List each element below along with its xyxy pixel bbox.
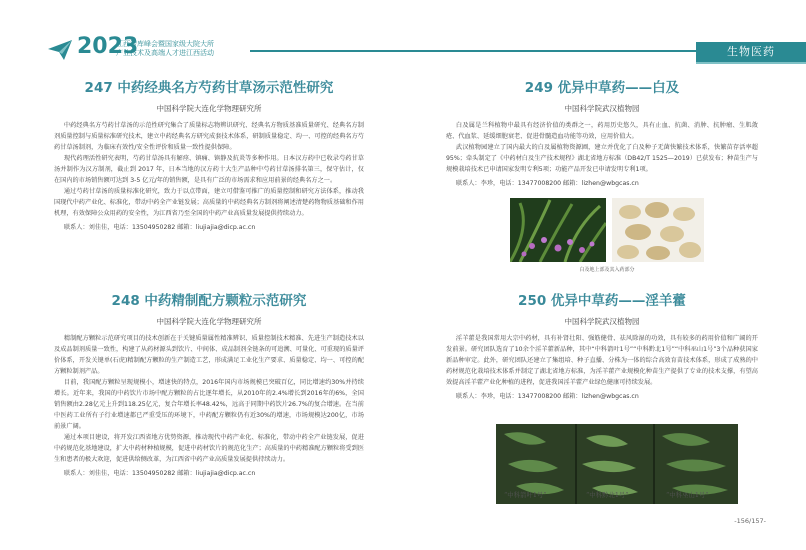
article-org: 中国科学院大连化学物理研究所 <box>156 317 262 326</box>
article-contact: 联系人：李珍，电话：13477008200 邮箱：lizhen@wbgcas.cn <box>455 180 639 187</box>
baiji-photo-caption: 白及地上部及其入药部分 <box>579 267 635 273</box>
article-org: 中国科学院武汉植物园 <box>564 317 640 326</box>
article-250 <box>446 289 758 402</box>
section-tag-underline <box>696 62 806 64</box>
article-contact: 联系人：刘佳佳，电话：13504950282 邮箱：liujiajia@dicp.ac.cn <box>63 224 256 231</box>
baiji-root-photo <box>612 198 704 262</box>
baiji-plant-illustration <box>510 198 606 262</box>
article-org: 中国科学院大连化学物理研究所 <box>156 104 262 113</box>
page-header <box>0 0 806 72</box>
article-contact: 联系人：李珍，电话：13477008200 邮箱：lizhen@wbgcas.cn <box>455 393 639 400</box>
article-body: 白及属是兰科植物中最具有经济价值的类群之一，药用历史悠久，具有止血、抗菌、消肿、抗肿瘤、生肌敛疮、代血浆、延缓细胞衰老、促进骨髓造血功能等功效，应用价值大。 武汉植物园建立了国内最大的白及属植物资源圃，建立并优化了白及种子无菌快繁技术体系，快繁苗存活率超95%；牵头制定了《中药材白及生产技术规程》湖北省地方标准（DB42/T 1525—2019）已获发布；种苗生产与规模栽培技术已申请国家发明专利5项；功能产品开发已申请发明专利1项。 <box>446 122 758 173</box>
header-divider <box>250 50 696 52</box>
conference-name: 江西智库峰会暨国家级大院大所 产业技术及高端人才进江西活动 <box>116 40 214 57</box>
article-body: 中药经典名方芍药甘草汤的示范性研究集合了质量标志物辨识研究、经典名方物质基准质量研究、经典名方制剂质量控制与质量标准研究技术，建立中药经典名方研究成套技术体系，研制质量稳定、均一、可控的经典名方芍药甘草汤制剂，为临床有效性/安全性评价和质量一致性提供保障。 现代药理活性研究表明，芍药甘草汤具有解痉、镇痛、镇静及抗炎等多种作用。日本汉方药中已收录芍药甘草汤并制作为汉方制剂，截止到 2017 年，日本当地的汉方药十大生产品种中芍药甘草汤排名第三，保守估计，仅在国内的市场销售额可达到 3-5 亿元/年的销售额，是具有广泛的市场需求和应用前景的经典名方之一。 通过芍药甘草汤的质量标准化研究，致力于以点带面，建立可借鉴可推广的质量控制和研究方法体系，推动我国现代中药产业化、标准化，带动中药全产业链发展；高质量的中药经典名方制剂将阐述清楚药物物质基础和作用机理，有效保障公众用药的安全性，为江西省乃至全国的中药产业高质量发展提供持续动力。 <box>54 122 364 217</box>
paper-plane-icon <box>48 40 72 60</box>
variety-label-jianye: “中科箭叶1号” <box>504 491 547 499</box>
article-title: 250 优异中草药——淫羊藿 <box>518 293 686 309</box>
article-contact: 联系人：刘佳佳，电话：13504950282 邮箱：liujiajia@dicp.ac.cn <box>63 470 256 477</box>
article-title: 248 中药精制配方颗粒示范研究 <box>111 293 307 309</box>
variety-label-wushan: “中科巫山1号” <box>666 491 709 499</box>
page-number: -156/157- <box>734 517 766 525</box>
article-title: 247 中药经典名方芍药甘草汤示范性研究 <box>84 80 334 96</box>
article-249 <box>446 76 758 189</box>
article-248 <box>54 289 364 479</box>
baiji-tuber-illustration <box>612 198 704 262</box>
section-tag: 生物医药 <box>696 42 806 62</box>
article-247 <box>54 76 364 233</box>
article-title: 249 优异中草药——白及 <box>524 80 680 96</box>
baiji-plant-photo <box>510 198 606 262</box>
article-body: 精制配方颗粒示范研究项目的技术创新在于关键质量属性精准辨识、质量控制技术精准、先进生产制造技术以及成品制剂质量一致性，构建了从药材源头到饮片、中间体、成品制剂全链条的可追溯、可量化、可重现的质量评价体系，开发关键单(石虎)精制配方颗粒的生产制造工艺，形成满足工业化生产要求、质量稳定、均一、可控的配方颗粒制剂产品。 目前，我国配方颗粒呈现规模小，增速快的特点，2016年国内市场规模已突破百亿，同比增速约30%并持续增长。近年来，我国的中药饮片市场中配方颗粒的占比逐年增长，从2010年的2.4%增长到2016年的6%，全国销售额由2.28亿元上升到118.25亿元，复合年增长率48.42%，远高于同期中药饮片26.7%的复合增速。在当前中医药工业所有子行业增速都已严重受压的环境下，中药配方颗粒仍有近30%的增速，市场规模达200亿，市场前景广阔。 通过本项目建设，将开发江西省地方优势资源，推动现代中药产业化、标准化，带动中药全产业链发展，促进中药规范化基地建设，扩大中药材种植规模，促进中药材饮片的规范化生产；高质量的中药精准配方颗粒将受到医生和患者的极大欢迎，促进供给侧改革，为江西省中药产业高质量发展提供持续动力。 <box>54 335 364 463</box>
variety-label-qianbei: “中科黔北1号” <box>586 491 629 499</box>
article-org: 中国科学院武汉植物园 <box>564 104 640 113</box>
conference-year: 2023 <box>77 34 139 59</box>
article-body: 淫羊藿是我国常用大宗中药材，具有补肾壮阳、强筋健骨、祛风除湿的功效，具有较多的药用价值和广阔的开发前景。研究团队选育了10余个淫羊藿新品种，其中“中科箭叶1号”“中科黔北1号”“中科巫山1号”3个品种获国家新品种审定。此外，研究团队还建立了集组培、种子直播、分株为一体的综合高效育苗技术体系，形成了成熟的中药材规范化栽培技术体系并制定了湖北省地方标准，为淫羊藿产业规模化种苗生产提供了专业的技术支撑，有望高效提高淫羊藿产业化种植的进程，促进我国淫羊藿产业绿色健康可持续发展。 <box>446 335 758 386</box>
yinyanghuo-varieties-photo <box>496 424 738 504</box>
